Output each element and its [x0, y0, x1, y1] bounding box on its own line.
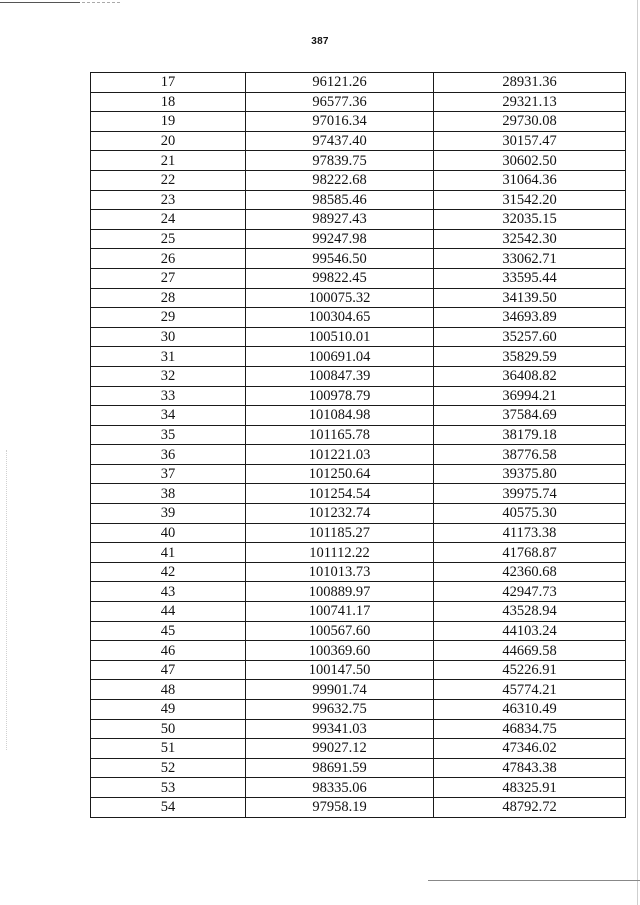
table-cell: 101254.54	[246, 484, 434, 504]
table-row	[91, 562, 626, 582]
table-cell: 35257.60	[434, 327, 626, 347]
table-cell: 30157.47	[434, 131, 626, 151]
table-cell: 100978.79	[246, 386, 434, 406]
table-cell: 47346.02	[434, 739, 626, 759]
table-cell: 36408.82	[434, 366, 626, 386]
table-cell: 48	[91, 680, 246, 700]
table-cell: 101084.98	[246, 406, 434, 426]
table-cell: 44103.24	[434, 621, 626, 641]
table-cell: 25	[91, 229, 246, 249]
table-row	[91, 190, 626, 210]
table-cell: 23	[91, 190, 246, 210]
table-row	[91, 210, 626, 230]
table-row	[91, 151, 626, 171]
table-cell: 100075.32	[246, 288, 434, 308]
table-row	[91, 131, 626, 151]
table-cell: 36994.21	[434, 386, 626, 406]
table-cell: 45	[91, 621, 246, 641]
table-cell: 39975.74	[434, 484, 626, 504]
table-cell: 20	[91, 131, 246, 151]
table-cell: 100741.17	[246, 602, 434, 622]
table-row	[91, 602, 626, 622]
table-cell: 43528.94	[434, 602, 626, 622]
table-cell: 45226.91	[434, 660, 626, 680]
table-cell: 38776.58	[434, 445, 626, 465]
table-cell: 38	[91, 484, 246, 504]
table-cell: 32	[91, 366, 246, 386]
table-cell: 97437.40	[246, 131, 434, 151]
table-row	[91, 249, 626, 269]
table-cell: 19	[91, 112, 246, 132]
table-cell: 46834.75	[434, 719, 626, 739]
table-cell: 47843.38	[434, 758, 626, 778]
table-cell: 100147.50	[246, 660, 434, 680]
table-cell: 99341.03	[246, 719, 434, 739]
table-cell: 31064.36	[434, 170, 626, 190]
table-cell: 100369.60	[246, 641, 434, 661]
table-cell: 30602.50	[434, 151, 626, 171]
table-row	[91, 308, 626, 328]
table-row	[91, 641, 626, 661]
table-cell: 101165.78	[246, 425, 434, 445]
table-cell: 100304.65	[246, 308, 434, 328]
table-cell: 27	[91, 268, 246, 288]
table-cell: 32542.30	[434, 229, 626, 249]
table-cell: 53	[91, 778, 246, 798]
table-cell: 40575.30	[434, 504, 626, 524]
page-number: 387	[311, 36, 329, 47]
table-row	[91, 700, 626, 720]
table-cell: 99546.50	[246, 249, 434, 269]
table-cell: 41173.38	[434, 523, 626, 543]
table-row	[91, 660, 626, 680]
table-cell: 39	[91, 504, 246, 524]
table-row	[91, 680, 626, 700]
table-cell: 39375.80	[434, 464, 626, 484]
table-row	[91, 543, 626, 563]
table-cell: 33	[91, 386, 246, 406]
table-cell: 33062.71	[434, 249, 626, 269]
table-row	[91, 464, 626, 484]
table-row	[91, 582, 626, 602]
table-cell: 100567.60	[246, 621, 434, 641]
table-cell: 101112.22	[246, 543, 434, 563]
table-row	[91, 719, 626, 739]
table-row	[91, 484, 626, 504]
table-row	[91, 406, 626, 426]
scan-bottom-line	[428, 880, 640, 881]
table-row	[91, 445, 626, 465]
table-cell: 101013.73	[246, 562, 434, 582]
table-row	[91, 170, 626, 190]
table-cell: 50	[91, 719, 246, 739]
table-row	[91, 347, 626, 367]
table-cell: 45774.21	[434, 680, 626, 700]
table-cell: 98335.06	[246, 778, 434, 798]
table-row	[91, 523, 626, 543]
table-cell: 46	[91, 641, 246, 661]
table-cell: 35	[91, 425, 246, 445]
table-cell: 29	[91, 308, 246, 328]
table-cell: 37	[91, 464, 246, 484]
table-cell: 44669.58	[434, 641, 626, 661]
table-cell: 32035.15	[434, 210, 626, 230]
table-cell: 98222.68	[246, 170, 434, 190]
table-row	[91, 268, 626, 288]
table-cell: 24	[91, 210, 246, 230]
table-cell: 34693.89	[434, 308, 626, 328]
table-body	[91, 73, 626, 818]
table-cell: 100889.97	[246, 582, 434, 602]
table-cell: 98927.43	[246, 210, 434, 230]
table-cell: 41768.87	[434, 543, 626, 563]
table-cell: 31542.20	[434, 190, 626, 210]
table-cell: 28931.36	[434, 73, 626, 93]
table-cell: 17	[91, 73, 246, 93]
table-cell: 99901.74	[246, 680, 434, 700]
table-row	[91, 758, 626, 778]
table-cell: 99027.12	[246, 739, 434, 759]
table-cell: 28	[91, 288, 246, 308]
table-cell: 98585.46	[246, 190, 434, 210]
table-cell: 48792.72	[434, 797, 626, 817]
table-row	[91, 366, 626, 386]
table-row	[91, 327, 626, 347]
table-cell: 96121.26	[246, 73, 434, 93]
table-row	[91, 229, 626, 249]
table-cell: 101250.64	[246, 464, 434, 484]
table-row	[91, 112, 626, 132]
table-cell: 49	[91, 700, 246, 720]
table-cell: 42947.73	[434, 582, 626, 602]
table-row	[91, 797, 626, 817]
table-cell: 36	[91, 445, 246, 465]
table-cell: 31	[91, 347, 246, 367]
table-cell: 96577.36	[246, 92, 434, 112]
table-cell: 97016.34	[246, 112, 434, 132]
table-cell: 47	[91, 660, 246, 680]
table-cell: 40	[91, 523, 246, 543]
table-cell: 18	[91, 92, 246, 112]
scan-edge-dash	[82, 2, 120, 3]
table-cell: 22	[91, 170, 246, 190]
table-cell: 100691.04	[246, 347, 434, 367]
table-cell: 101221.03	[246, 445, 434, 465]
table-cell: 44	[91, 602, 246, 622]
table-row	[91, 92, 626, 112]
table-cell: 26	[91, 249, 246, 269]
table-row	[91, 504, 626, 524]
table-cell: 34	[91, 406, 246, 426]
table-cell: 37584.69	[434, 406, 626, 426]
table-cell: 48325.91	[434, 778, 626, 798]
table-cell: 101185.27	[246, 523, 434, 543]
table-cell: 97839.75	[246, 151, 434, 171]
data-table-container	[90, 72, 625, 818]
table-cell: 100510.01	[246, 327, 434, 347]
scan-edge-line	[0, 2, 80, 3]
table-cell: 29321.13	[434, 92, 626, 112]
table-row	[91, 425, 626, 445]
table-cell: 99247.98	[246, 229, 434, 249]
table-cell: 43	[91, 582, 246, 602]
table-cell: 38179.18	[434, 425, 626, 445]
data-table	[90, 72, 626, 818]
table-row	[91, 739, 626, 759]
table-cell: 35829.59	[434, 347, 626, 367]
scan-left-edge	[6, 450, 7, 750]
table-row	[91, 621, 626, 641]
table-cell: 34139.50	[434, 288, 626, 308]
table-cell: 42360.68	[434, 562, 626, 582]
table-cell: 29730.08	[434, 112, 626, 132]
table-cell: 52	[91, 758, 246, 778]
table-cell: 100847.39	[246, 366, 434, 386]
table-cell: 41	[91, 543, 246, 563]
table-row	[91, 73, 626, 93]
table-cell: 101232.74	[246, 504, 434, 524]
table-cell: 54	[91, 797, 246, 817]
table-cell: 46310.49	[434, 700, 626, 720]
table-cell: 99822.45	[246, 268, 434, 288]
table-cell: 51	[91, 739, 246, 759]
scan-right-edge	[637, 0, 638, 905]
table-cell: 97958.19	[246, 797, 434, 817]
table-cell: 21	[91, 151, 246, 171]
table-row	[91, 288, 626, 308]
table-cell: 30	[91, 327, 246, 347]
table-row	[91, 386, 626, 406]
table-cell: 42	[91, 562, 246, 582]
table-row	[91, 778, 626, 798]
table-cell: 33595.44	[434, 268, 626, 288]
table-cell: 98691.59	[246, 758, 434, 778]
table-cell: 99632.75	[246, 700, 434, 720]
